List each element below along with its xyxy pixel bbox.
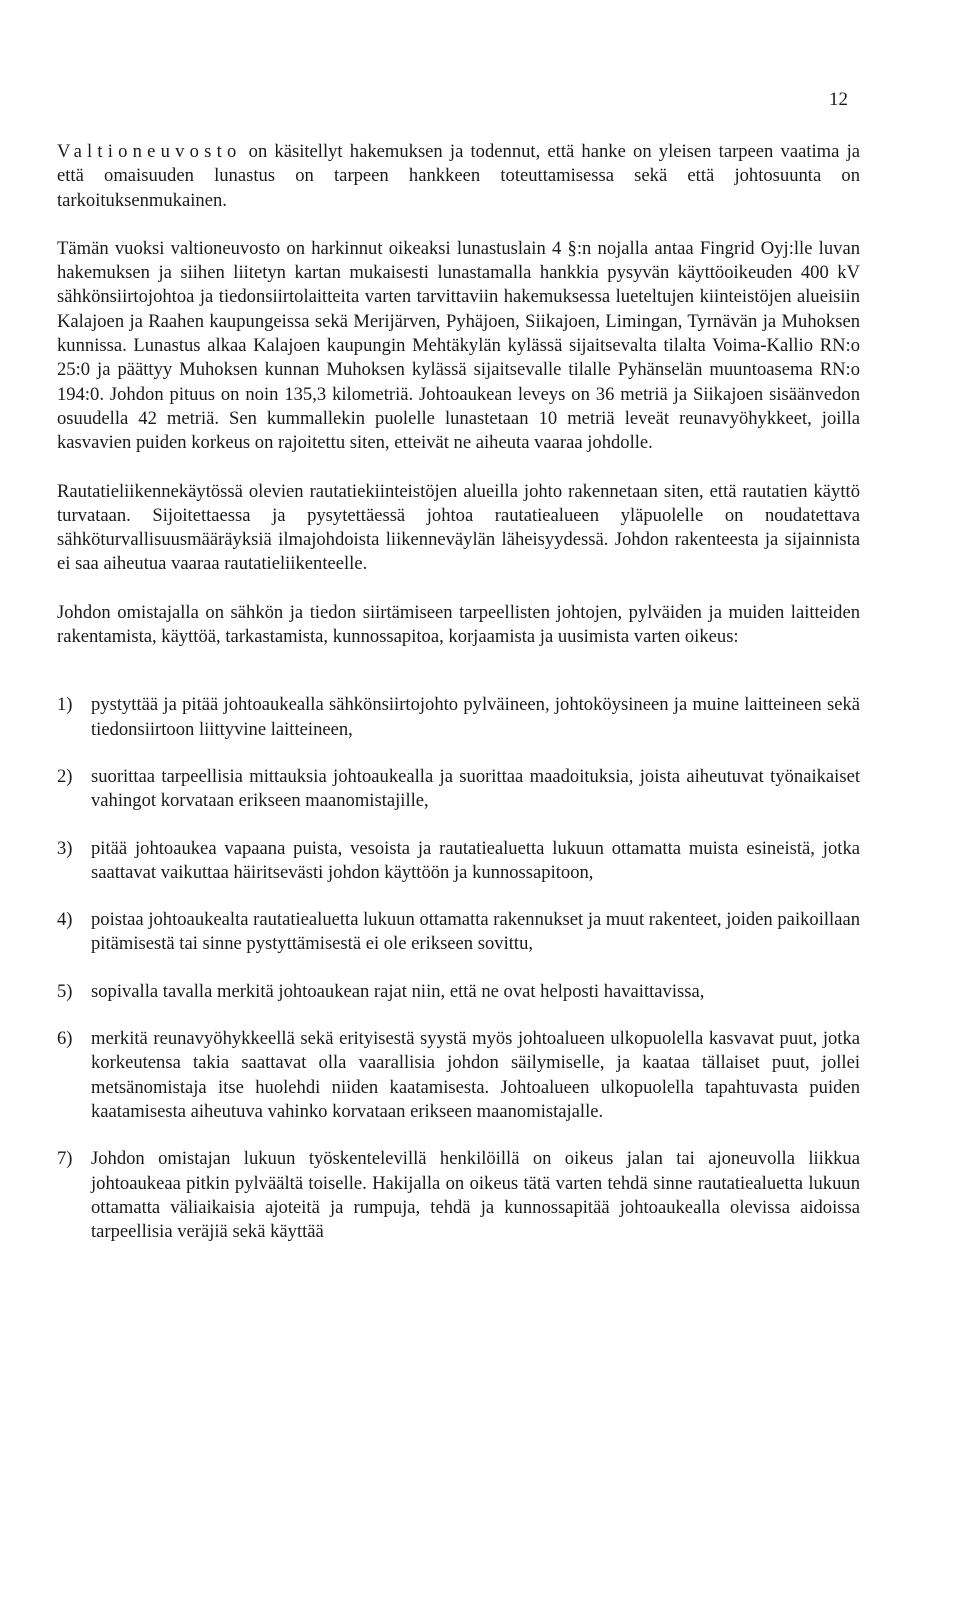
- list-item-number: 1): [57, 694, 73, 716]
- paragraph-2: Tämän vuoksi valtioneuvosto on harkinnut oikeaksi lunastuslain 4 §:n nojalla antaa Fingrid Oyj:lle luvan hakemuksen ja siihen liitetyn kartan mukaisesti lunastamalla hankkia pysyvän käyttöoikeuden 400 kV sähkönsiirtojohtoa ja tiedonsiirtolaitteita varten tarvittaviin hakemuksessa lueteltujen kiinteistöjen alueisiin Kalajoen ja Raahen kaupungeissa sekä Merijärven, Pyhäjoen, Siikajoen, Limingan, Tyrnävän ja Muhoksen kunnissa. Lunastus alkaa Kalajoen kaupungin Mehtäkylän kylässä sijaitsevalta tilalta Voima-Kallio RN:o 25:0 ja päättyy Muhoksen kunnan Muhoksen kylässä sijaitsevalle tilalle Pyhänselän muuntoasema RN:o 194:0. Johdon pituus on noin 135,3 kilometriä. Johtoaukean leveys on 36 metriä ja Siikajoen sisäänvedon osuudella 42 metriä. Sen kummallekin puolelle lunastetaan 10 metriä leveät reunavyöhykkeet, joilla kasvavien puiden korkeus on rajoitettu siten, etteivät ne aiheuta vaaraa johdolle.: [57, 237, 860, 454]
- paragraph-1-text: on käsitellyt hakemuksen ja todennut, että hanke on yleisen tarpeen vaatima ja että omaisuuden lunastus on tarpeen hankkeen toteuttamisessa sekä että johtosuunta on tarkoituksenmukainen.: [57, 141, 860, 211]
- list-item: [57, 908, 860, 957]
- list-item-number: 3): [57, 837, 73, 859]
- paragraph-1: [57, 140, 860, 213]
- list-item: [57, 837, 860, 886]
- list-item-number: 4): [57, 909, 73, 931]
- list-item-text: Johdon omistajan lukuun työskentelevillä henkilöillä on oikeus jalan tai ajoneuvolla liikkua johtoaukeaa pitkin pylväältä toiselle. Hakijalla on oikeus tätä varten tehdä sinne rautatiealuetta lukuun ottamatta väliaikaisia ajoteitä ja rumpuja, tehdä ja kunnossapitää johtoaukealla olevissa aidoissa tarpeellisia veräjiä sekä käyttää: [91, 1148, 860, 1243]
- paragraph-4: Johdon omistajalla on sähkön ja tiedon siirtämiseen tarpeellisten johtojen, pylväiden ja muiden laitteiden rakentamista, käyttöä, tarkastamista, kunnossapitoa, korjaamista ja uusimista varten oikeus:: [57, 601, 860, 648]
- spaced-lead-word: Valtioneuvosto: [57, 141, 242, 162]
- paragraph-3: Rautatieliikennekäytössä olevien rautatiekiinteistöjen alueilla johto rakennetaan siten, että rautatien käyttö turvataan. Sijoitettaessa ja pysytettäessä johtoa rautatiealueen yläpuolelle on noudatettava sähköturvallisuusmääräyksiä ilmajohdoista liikenneväylän läheisyydessä. Johdon rakenteesta ja sijainnista ei saa aiheutua vaaraa rautatieliikenteelle.: [57, 480, 860, 575]
- list-item-text: pitää johtoaukea vapaana puista, vesoista ja rautatiealuetta lukuun ottamatta muista esineistä, jotka saattavat vaikuttaa häiritsevästi johdon käyttöön ja kunnossapitoon,: [91, 837, 860, 883]
- list-item-text: poistaa johtoaukealta rautatiealuetta lukuun ottamatta rakennukset ja muut rakenteet, joiden paikoillaan pitämisestä tai sinne pystyttämisestä ei ole erikseen sovittu,: [91, 909, 860, 955]
- list-item-number: 5): [57, 980, 73, 1002]
- list-item: [57, 980, 860, 1004]
- list-item-text: sopivalla tavalla merkitä johtoaukean rajat niin, että ne ovat helposti havaittavissa,: [91, 980, 705, 1002]
- rights-list: [57, 693, 860, 1244]
- list-item: [57, 1147, 860, 1244]
- list-item-text: pystyttää ja pitää johtoaukealla sähkönsiirtojohto pylväineen, johtoköysineen ja muine laitteineen sekä tiedonsiirtoon liittyvine laitteineen,: [91, 694, 860, 740]
- list-item: [57, 1027, 860, 1124]
- list-item-number: 7): [57, 1148, 73, 1170]
- list-item-number: 2): [57, 765, 73, 787]
- list-item: [57, 693, 860, 742]
- list-item-number: 6): [57, 1028, 73, 1050]
- list-item: [57, 765, 860, 814]
- list-item-text: suorittaa tarpeellisia mittauksia johtoaukealla ja suorittaa maadoituksia, joista aiheutuvat työnaikaiset vahingot korvataan erikseen maanomistajille,: [91, 765, 860, 812]
- page-number: 12: [829, 89, 848, 110]
- document-body: [57, 140, 860, 1267]
- list-item-text: merkitä reunavyöhykkeellä sekä erityisestä syystä myös johtoalueen ulkopuolella kasvavat puut, jotka korkeutensa takia saattavat olla vaarallisia johdon säilymiselle, ja kaataa tällaiset puut, jollei metsänomistaja itse huolehdi niiden kaatamisesta. Johtoalueen ulkopuolella tapahtuvasta puiden kaatamisesta aiheutuva vahinko korvataan erikseen maanomistajalle.: [91, 1028, 860, 1122]
